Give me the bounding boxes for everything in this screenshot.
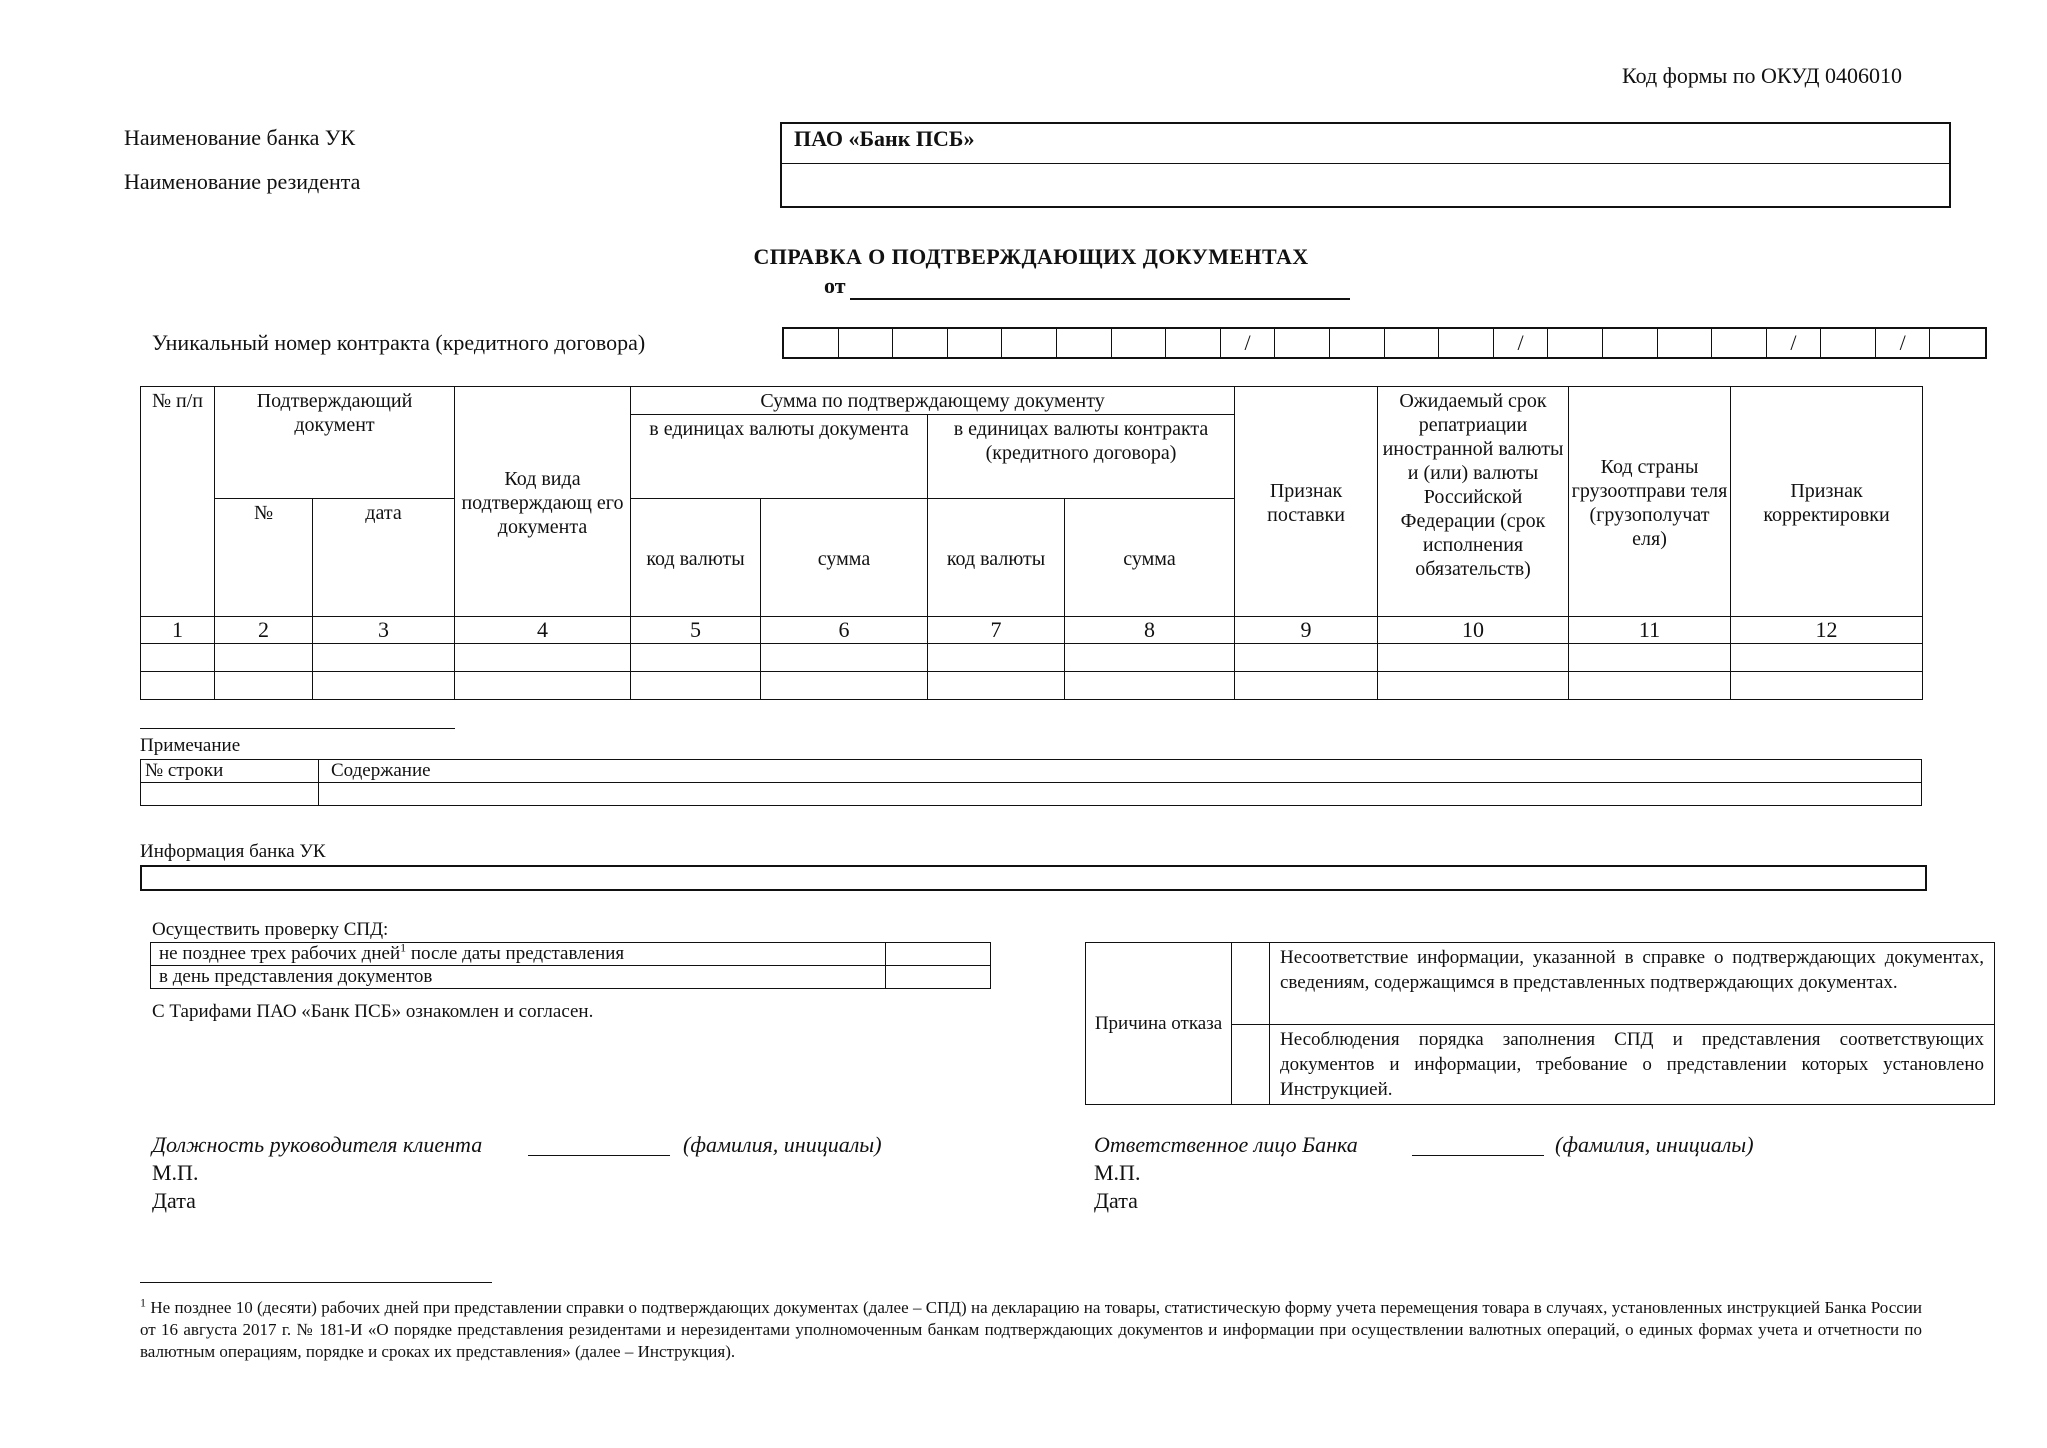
col-document-type-code: Код вида подтверждающ его документа xyxy=(455,387,631,617)
bank-info-field[interactable] xyxy=(140,865,1927,891)
table-cell[interactable] xyxy=(928,672,1065,700)
check-option-same-day-mark[interactable] xyxy=(886,966,991,989)
note-separator xyxy=(140,728,455,729)
contract-number-cell[interactable] xyxy=(1057,329,1112,357)
check-title: Осуществить проверку СПД: xyxy=(152,919,389,940)
table-cell[interactable] xyxy=(1731,644,1923,672)
contract-number-cell[interactable] xyxy=(1330,329,1385,357)
column-number: 8 xyxy=(1065,617,1235,644)
column-number: 4 xyxy=(455,617,631,644)
table-cell[interactable] xyxy=(1378,672,1569,700)
bank-name-label: Наименование банка УК xyxy=(124,125,356,150)
table-cell[interactable] xyxy=(215,644,313,672)
footnote-text: Не позднее 10 (десяти) рабочих дней при представлении справки о подтверждающих документах (далее – СПД) на декларацию на товары, статистическую форму учета перемещения товара в случаях, установленных инструкцией Банка России от 16 августа 2017 г. № 181-И «О порядке представления резидентами и нерезидентами уполномоченным банкам подтверждающих документов и информации при осуществлении валютных операций, о единых формах учета и отчетности по валютным операциям, порядке и сроках их представления» (далее – Инструкция). xyxy=(140,1298,1922,1361)
date-field-line[interactable] xyxy=(850,298,1350,300)
refusal-reason-1-mark[interactable] xyxy=(1232,943,1270,1025)
table-cell[interactable] xyxy=(313,644,455,672)
resident-name-label: Наименование резидента xyxy=(124,169,361,194)
contract-number-cell[interactable] xyxy=(893,329,948,357)
footnote xyxy=(140,1297,1922,1363)
note-content-cell[interactable] xyxy=(319,783,1922,806)
col-confirming-document: Подтверждающий документ xyxy=(215,387,455,499)
table-cell[interactable] xyxy=(215,672,313,700)
bank-name-label-sign: (фамилия, инициалы) xyxy=(1555,1132,1754,1157)
col-document-date: дата xyxy=(313,499,455,617)
column-number: 10 xyxy=(1378,617,1569,644)
col-amount-contract: сумма xyxy=(1065,499,1235,617)
contract-number-cell[interactable] xyxy=(1002,329,1057,357)
bank-signature-line[interactable] xyxy=(1412,1155,1544,1156)
col-sum-document-currency: в единицах валюты документа xyxy=(631,415,928,499)
contract-number-cell[interactable] xyxy=(1930,329,1985,357)
refusal-table xyxy=(1085,942,1995,1105)
table-cell[interactable] xyxy=(928,644,1065,672)
contract-number-cell[interactable]: / xyxy=(1876,329,1931,357)
col-document-number: № xyxy=(215,499,313,617)
table-cell[interactable] xyxy=(1569,644,1731,672)
header-fields xyxy=(780,122,1951,208)
bank-stamp-label: М.П. xyxy=(1094,1160,1141,1185)
note-title: Примечание xyxy=(140,735,241,756)
check-option-three-days-mark[interactable] xyxy=(886,943,991,966)
contract-number-cell[interactable] xyxy=(784,329,839,357)
client-stamp-label: М.П. xyxy=(152,1160,199,1185)
refusal-reason-2: Несоблюдения порядка заполнения СПД и представления соответствующих документов и информации, требование о представлении которых установлено Инструкцией. xyxy=(1270,1025,1995,1105)
contract-number-cell[interactable] xyxy=(1112,329,1167,357)
contract-number-cell[interactable] xyxy=(1166,329,1221,357)
table-cell[interactable] xyxy=(761,644,928,672)
bank-name-field[interactable]: ПАО «Банк ПСБ» xyxy=(782,124,1949,164)
col-sum-contract-currency: в единицах валюты контракта (кредитного договора) xyxy=(928,415,1235,499)
check-options-table xyxy=(150,942,991,989)
column-numbers-row xyxy=(141,617,1923,644)
table-cell[interactable] xyxy=(761,672,928,700)
table-cell[interactable] xyxy=(1731,672,1923,700)
column-number: 12 xyxy=(1731,617,1923,644)
contract-number-cell[interactable] xyxy=(1658,329,1713,357)
contract-number-cell[interactable]: / xyxy=(1494,329,1549,357)
table-cell[interactable] xyxy=(1378,644,1569,672)
contract-number-cell[interactable] xyxy=(1603,329,1658,357)
note-col-content: Содержание xyxy=(319,760,1922,783)
contract-number-cell[interactable] xyxy=(1821,329,1876,357)
contract-number-cell[interactable] xyxy=(1275,329,1330,357)
bank-date-label: Дата xyxy=(1094,1188,1138,1213)
unique-contract-label: Уникальный номер контракта (кредитного договора) xyxy=(152,330,646,355)
column-number: 6 xyxy=(761,617,928,644)
column-number: 11 xyxy=(1569,617,1731,644)
col-currency-code-doc: код валюты xyxy=(631,499,761,617)
footnote-separator xyxy=(140,1282,492,1283)
col-country-code: Код страны грузоотправи теля (грузополучат еля) xyxy=(1569,387,1731,617)
contract-number-cell[interactable] xyxy=(948,329,1003,357)
table-cell[interactable] xyxy=(1569,672,1731,700)
note-col-line: № строки xyxy=(141,760,319,783)
contract-number-cell[interactable]: / xyxy=(1221,329,1276,357)
table-cell[interactable] xyxy=(1235,644,1378,672)
unique-contract-number-field[interactable] xyxy=(782,327,1987,359)
column-number: 7 xyxy=(928,617,1065,644)
table-cell[interactable] xyxy=(1065,672,1235,700)
note-line-cell[interactable] xyxy=(141,783,319,806)
refusal-reason-1: Несоответствие информации, указанной в справке о подтверждающих документах, сведениям, содержащимся в представленных подтверждающих документах. xyxy=(1270,943,1995,1025)
check-option-same-day: в день представления документов xyxy=(151,966,886,989)
column-number: 2 xyxy=(215,617,313,644)
contract-number-cell[interactable]: / xyxy=(1767,329,1822,357)
col-row-number: № п/п xyxy=(141,387,215,617)
tariffs-agreement: С Тарифами ПАО «Банк ПСБ» ознакомлен и согласен. xyxy=(152,1001,594,1022)
col-repatriation-term: Ожидаемый срок репатриации иностранной валюты и (или) валюты Российской Федерации (срок исполнения обязательств) xyxy=(1378,387,1569,617)
contract-number-cell[interactable] xyxy=(1385,329,1440,357)
col-document-sum: Сумма по подтверждающему документу xyxy=(631,387,1235,415)
client-name-label: (фамилия, инициалы) xyxy=(683,1132,882,1157)
table-row xyxy=(141,644,1923,672)
date-prefix: от xyxy=(824,273,846,298)
table-row xyxy=(141,672,1923,700)
refusal-reason-2-mark[interactable] xyxy=(1232,1025,1270,1105)
note-table xyxy=(140,759,1922,806)
column-number: 9 xyxy=(1235,617,1378,644)
contract-number-cell[interactable] xyxy=(1439,329,1494,357)
refusal-label: Причина отказа xyxy=(1086,943,1232,1105)
contract-number-cell[interactable] xyxy=(1548,329,1603,357)
document-title: СПРАВКА О ПОДТВЕРЖДАЮЩИХ ДОКУМЕНТАХ xyxy=(753,244,1309,269)
col-currency-code-contract: код валюты xyxy=(928,499,1065,617)
col-correction-flag: Признак корректировки xyxy=(1731,387,1923,617)
contract-number-cell[interactable] xyxy=(839,329,894,357)
check-option-three-days: не позднее трех рабочих дней$^1$ после даты представления xyxy=(151,943,886,966)
table-cell[interactable] xyxy=(1065,644,1235,672)
col-delivery-flag: Признак поставки xyxy=(1235,387,1378,617)
form-code: Код формы по ОКУД 0406010 xyxy=(1622,63,1903,88)
table-cell[interactable] xyxy=(631,672,761,700)
table-cell[interactable] xyxy=(1235,672,1378,700)
table-cell[interactable] xyxy=(141,644,215,672)
table-cell[interactable] xyxy=(455,644,631,672)
table-cell[interactable] xyxy=(313,672,455,700)
table-cell[interactable] xyxy=(455,672,631,700)
client-signature-line[interactable] xyxy=(528,1155,670,1156)
column-number: 3 xyxy=(313,617,455,644)
table-cell[interactable] xyxy=(631,644,761,672)
footnote-mark: 1 xyxy=(140,1295,146,1310)
bank-person-label: Ответственное лицо Банка xyxy=(1094,1132,1358,1157)
contract-number-cell[interactable] xyxy=(1712,329,1767,357)
client-position-label: Должность руководителя клиента xyxy=(152,1132,483,1157)
column-number: 1 xyxy=(141,617,215,644)
bank-info-label: Информация банка УК xyxy=(140,841,326,862)
resident-name-field[interactable] xyxy=(782,164,1949,206)
column-number: 5 xyxy=(631,617,761,644)
confirming-documents-table xyxy=(140,386,1923,700)
col-amount-doc: сумма xyxy=(761,499,928,617)
table-cell[interactable] xyxy=(141,672,215,700)
client-date-label: Дата xyxy=(152,1188,196,1213)
